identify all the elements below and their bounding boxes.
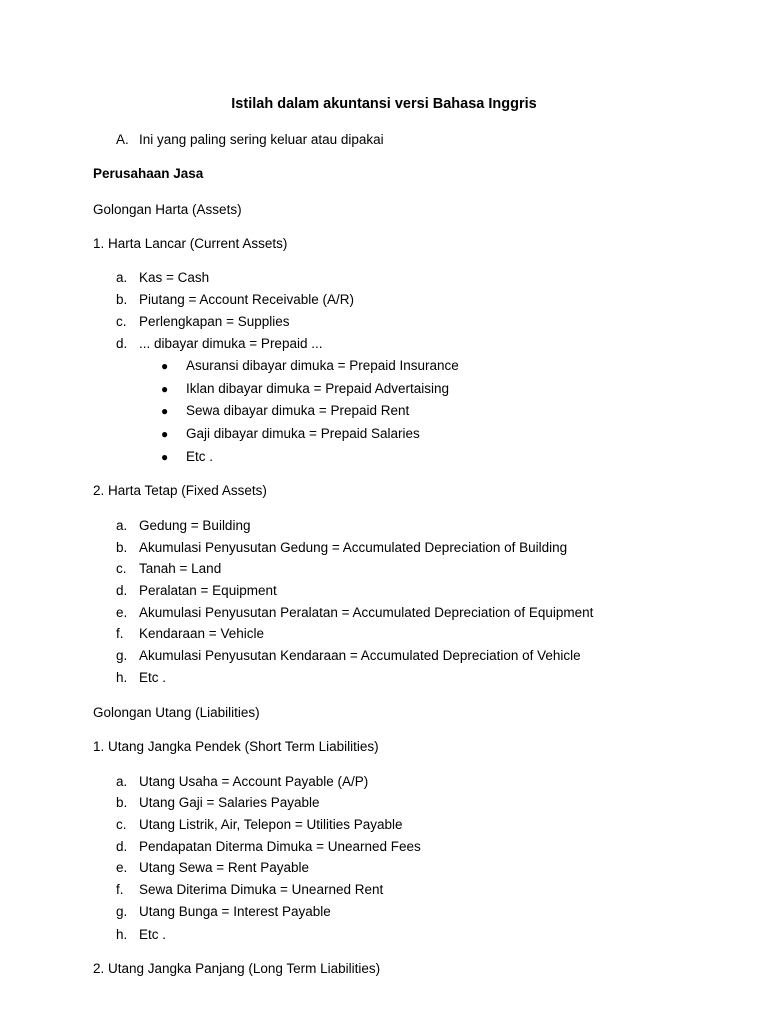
current-assets-heading: 1. Harta Lancar (Current Assets) <box>93 236 288 251</box>
intro-text: Ini yang paling sering keluar atau dipakai <box>139 132 384 147</box>
list-text: Etc . <box>139 670 167 685</box>
list-text: Sewa Diterima Dimuka = Unearned Rent <box>139 882 384 897</box>
list-marker: e. <box>116 860 128 875</box>
bullet-icon: ● <box>161 450 169 464</box>
document-title: Istilah dalam akuntansi versi Bahasa Inggris <box>231 96 537 112</box>
intro-marker: A. <box>116 132 129 147</box>
long-term-heading: 2. Utang Jangka Panjang (Long Term Liabilities) <box>93 961 381 976</box>
bullet-text: Gaji dibayar dimuka = Prepaid Salaries <box>186 426 420 441</box>
list-text: Akumulasi Penyusutan Kendaraan = Accumulated Depreciation of Vehicle <box>139 648 581 663</box>
list-marker: c. <box>116 561 127 576</box>
list-marker: c. <box>116 817 127 832</box>
bullet-text: Sewa dibayar dimuka = Prepaid Rent <box>186 403 410 418</box>
short-term-heading: 1. Utang Jangka Pendek (Short Term Liabilities) <box>93 739 379 754</box>
list-marker: f. <box>116 626 124 641</box>
list-marker: a. <box>116 518 128 533</box>
list-marker: g. <box>116 904 128 919</box>
list-text: Tanah = Land <box>139 561 222 576</box>
list-text: Utang Gaji = Salaries Payable <box>139 795 320 810</box>
list-text: Utang Bunga = Interest Payable <box>139 904 331 919</box>
bullet-icon: ● <box>161 382 169 396</box>
list-marker: b. <box>116 292 128 307</box>
list-marker: a. <box>116 774 128 789</box>
bullet-text: Asuransi dibayar dimuka = Prepaid Insurance <box>186 358 459 373</box>
bullet-icon: ● <box>161 404 169 418</box>
list-text: Piutang = Account Receivable (A/R) <box>139 292 354 307</box>
list-marker: c. <box>116 314 127 329</box>
list-marker: h. <box>116 670 128 685</box>
list-text: Kas = Cash <box>139 270 210 285</box>
bullet-icon: ● <box>161 427 169 441</box>
list-text: Akumulasi Penyusutan Gedung = Accumulated Depreciation of Building <box>139 540 568 555</box>
bullet-icon: ● <box>161 359 169 373</box>
list-marker: h. <box>116 927 128 942</box>
list-text: Kendaraan = Vehicle <box>139 626 264 641</box>
list-marker: b. <box>116 540 128 555</box>
list-text: Etc . <box>139 927 167 942</box>
list-marker: g. <box>116 648 128 663</box>
list-text: Pendapatan Diterma Dimuka = Unearned Fees <box>139 839 421 854</box>
bullet-text: Etc . <box>186 449 214 464</box>
list-text: Akumulasi Penyusutan Peralatan = Accumulated Depreciation of Equipment <box>139 605 594 620</box>
list-text: Gedung = Building <box>139 518 251 533</box>
list-text: Utang Usaha = Account Payable (A/P) <box>139 774 369 789</box>
list-text: Peralatan = Equipment <box>139 583 277 598</box>
assets-heading: Golongan Harta (Assets) <box>93 202 242 217</box>
bullet-text: Iklan dibayar dimuka = Prepaid Advertaising <box>186 381 450 396</box>
list-text: ... dibayar dimuka = Prepaid ... <box>139 336 323 351</box>
list-marker: d. <box>116 336 128 351</box>
list-marker: f. <box>116 882 124 897</box>
list-marker: e. <box>116 605 128 620</box>
list-marker: a. <box>116 270 128 285</box>
liabilities-heading: Golongan Utang (Liabilities) <box>93 705 260 720</box>
list-text: Perlengkapan = Supplies <box>139 314 290 329</box>
list-marker: b. <box>116 795 128 810</box>
fixed-assets-heading: 2. Harta Tetap (Fixed Assets) <box>93 483 267 498</box>
list-text: Utang Listrik, Air, Telepon = Utilities Payable <box>139 817 403 832</box>
list-marker: d. <box>116 583 128 598</box>
company-heading: Perusahaan Jasa <box>93 166 204 181</box>
list-text: Utang Sewa = Rent Payable <box>139 860 309 875</box>
list-marker: d. <box>116 839 128 854</box>
